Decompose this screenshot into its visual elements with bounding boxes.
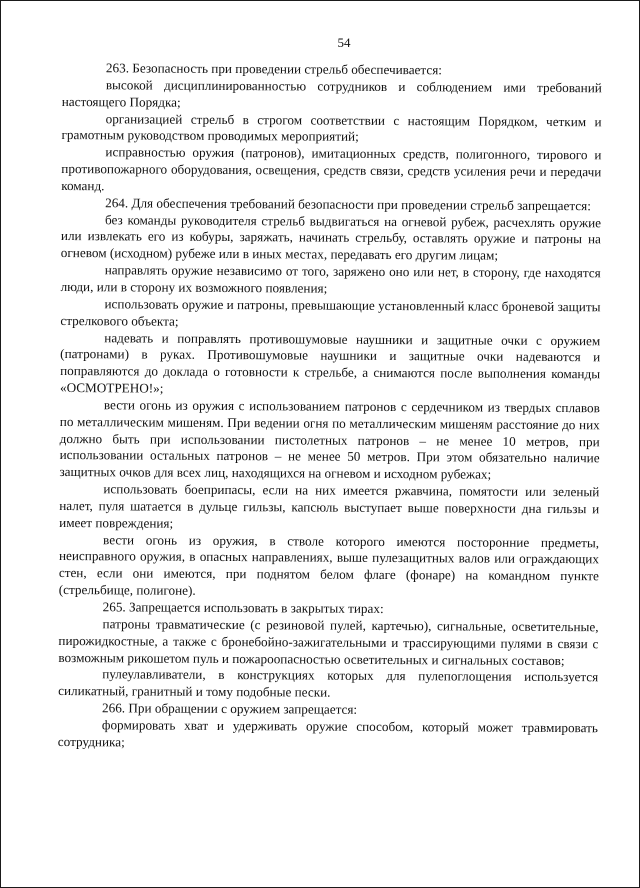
paragraph-armor-class: использовать оружие и патроны, превышающие установленный класс броневой защиты стрелкового объекта; <box>60 296 601 329</box>
page-number: 54 <box>337 35 351 50</box>
paragraph-barrel-objects: вести огонь из оружия, в стволе которого имеются посторонние предметы, неисправного оружия, в опасных направлениях, выше пулезащитных валов или ограждающих стен, если они имеются, при поднятом белом флаге (фонаре) на командном пункте (стрельбище, полигоне). <box>58 531 600 598</box>
paragraph-discipline: высокой дисциплинированностью сотрудников и соблюдением ими требований настоящего Порядка; <box>61 77 602 110</box>
paragraph-263-heading: 263. Безопасность при проведении стрельб обеспечивается: <box>105 60 442 78</box>
paragraph-equipment: исправностью оружия (патронов), имитационных средств, полигонного, тирового и противопожарного оборудования, освещения, средств связи, средств усиления речи и передачи команд. <box>61 144 602 194</box>
paragraph-266-heading: 266. При обращении с оружием запрещается: <box>101 700 358 717</box>
paragraph-no-command: без команды руководителя стрельб выдвигаться на огневой рубеж, расчехлять оружие или извлекать его из кобуры, заряжать, начинать стрельбу, оставлять оружие и патроны на огневом (исходном) рубеже или в иных местах, передавать его другим лицам; <box>60 211 602 263</box>
paragraph-ammunition: использовать боеприпасы, если на них имеется ржавчина, помятости или зеленый налет, пуля шатается в дульце гильзы, капсюль выступает выше поверхности дна гильзы и имеет повреждения; <box>59 481 600 531</box>
paragraph-organization: организацией стрельб в строгом соответствии с настоящим Порядком, четким и грамотным руководством проводимых мероприятий; <box>61 110 602 145</box>
paragraph-bullet-traps: пулеулавливатели, в конструкциях которых для пулепоглощения используется силикатный, гранитный и тому подобные пески. <box>58 666 599 700</box>
paragraph-headphones: надевать и поправлять противошумовые наушники и защитные очки с оружием (патронами) в руках. Противошумовые наушники и защитные очки надеваются и поправляются до доклада о готовности к стрельбе, а снимаются после выполнения команды «ОСМОТРЕНО!»; <box>59 329 601 396</box>
paragraph-metal-targets: вести огонь из оружия с использованием патронов с сердечником из твердых сплавов по металлическим мишеням. При ведении огня по металлическим мишеням расстояние до них должно быть при использовании пистолетных патронов – не менее 10 метров, при использовании остальных патронов – не менее 50 метров. При этом обязательно наличие защитных очков для всех лиц, находящихся на огневом и исходном рубежах; <box>59 397 600 482</box>
paragraph-264-heading: 264. Для обеспечения требований безопасности при проведении стрельб запрещается: <box>105 195 591 213</box>
paragraph-aim-direction: направлять оружие независимо от того, заряжено оно или нет, в сторону, где находятся люди, или в сторону их возможного появления; <box>60 262 601 296</box>
paragraph-cartridges: патроны травматические (с резиновой пулей, картечью), сигнальные, осветительные, пирожидкостные, а также с бронебойно-зажигательными и трассирующими пулями в связи с возможным рикошетом пуль и пожароопасностью осветительных и сигнальных составов; <box>58 616 599 668</box>
document-body <box>58 60 602 754</box>
paragraph-265-heading: 265. Запрещается использовать в закрытых тирах: <box>102 599 384 616</box>
paragraph-grip: формировать хват и удерживать оружие способом, который может травмировать сотрудника; <box>57 717 598 750</box>
